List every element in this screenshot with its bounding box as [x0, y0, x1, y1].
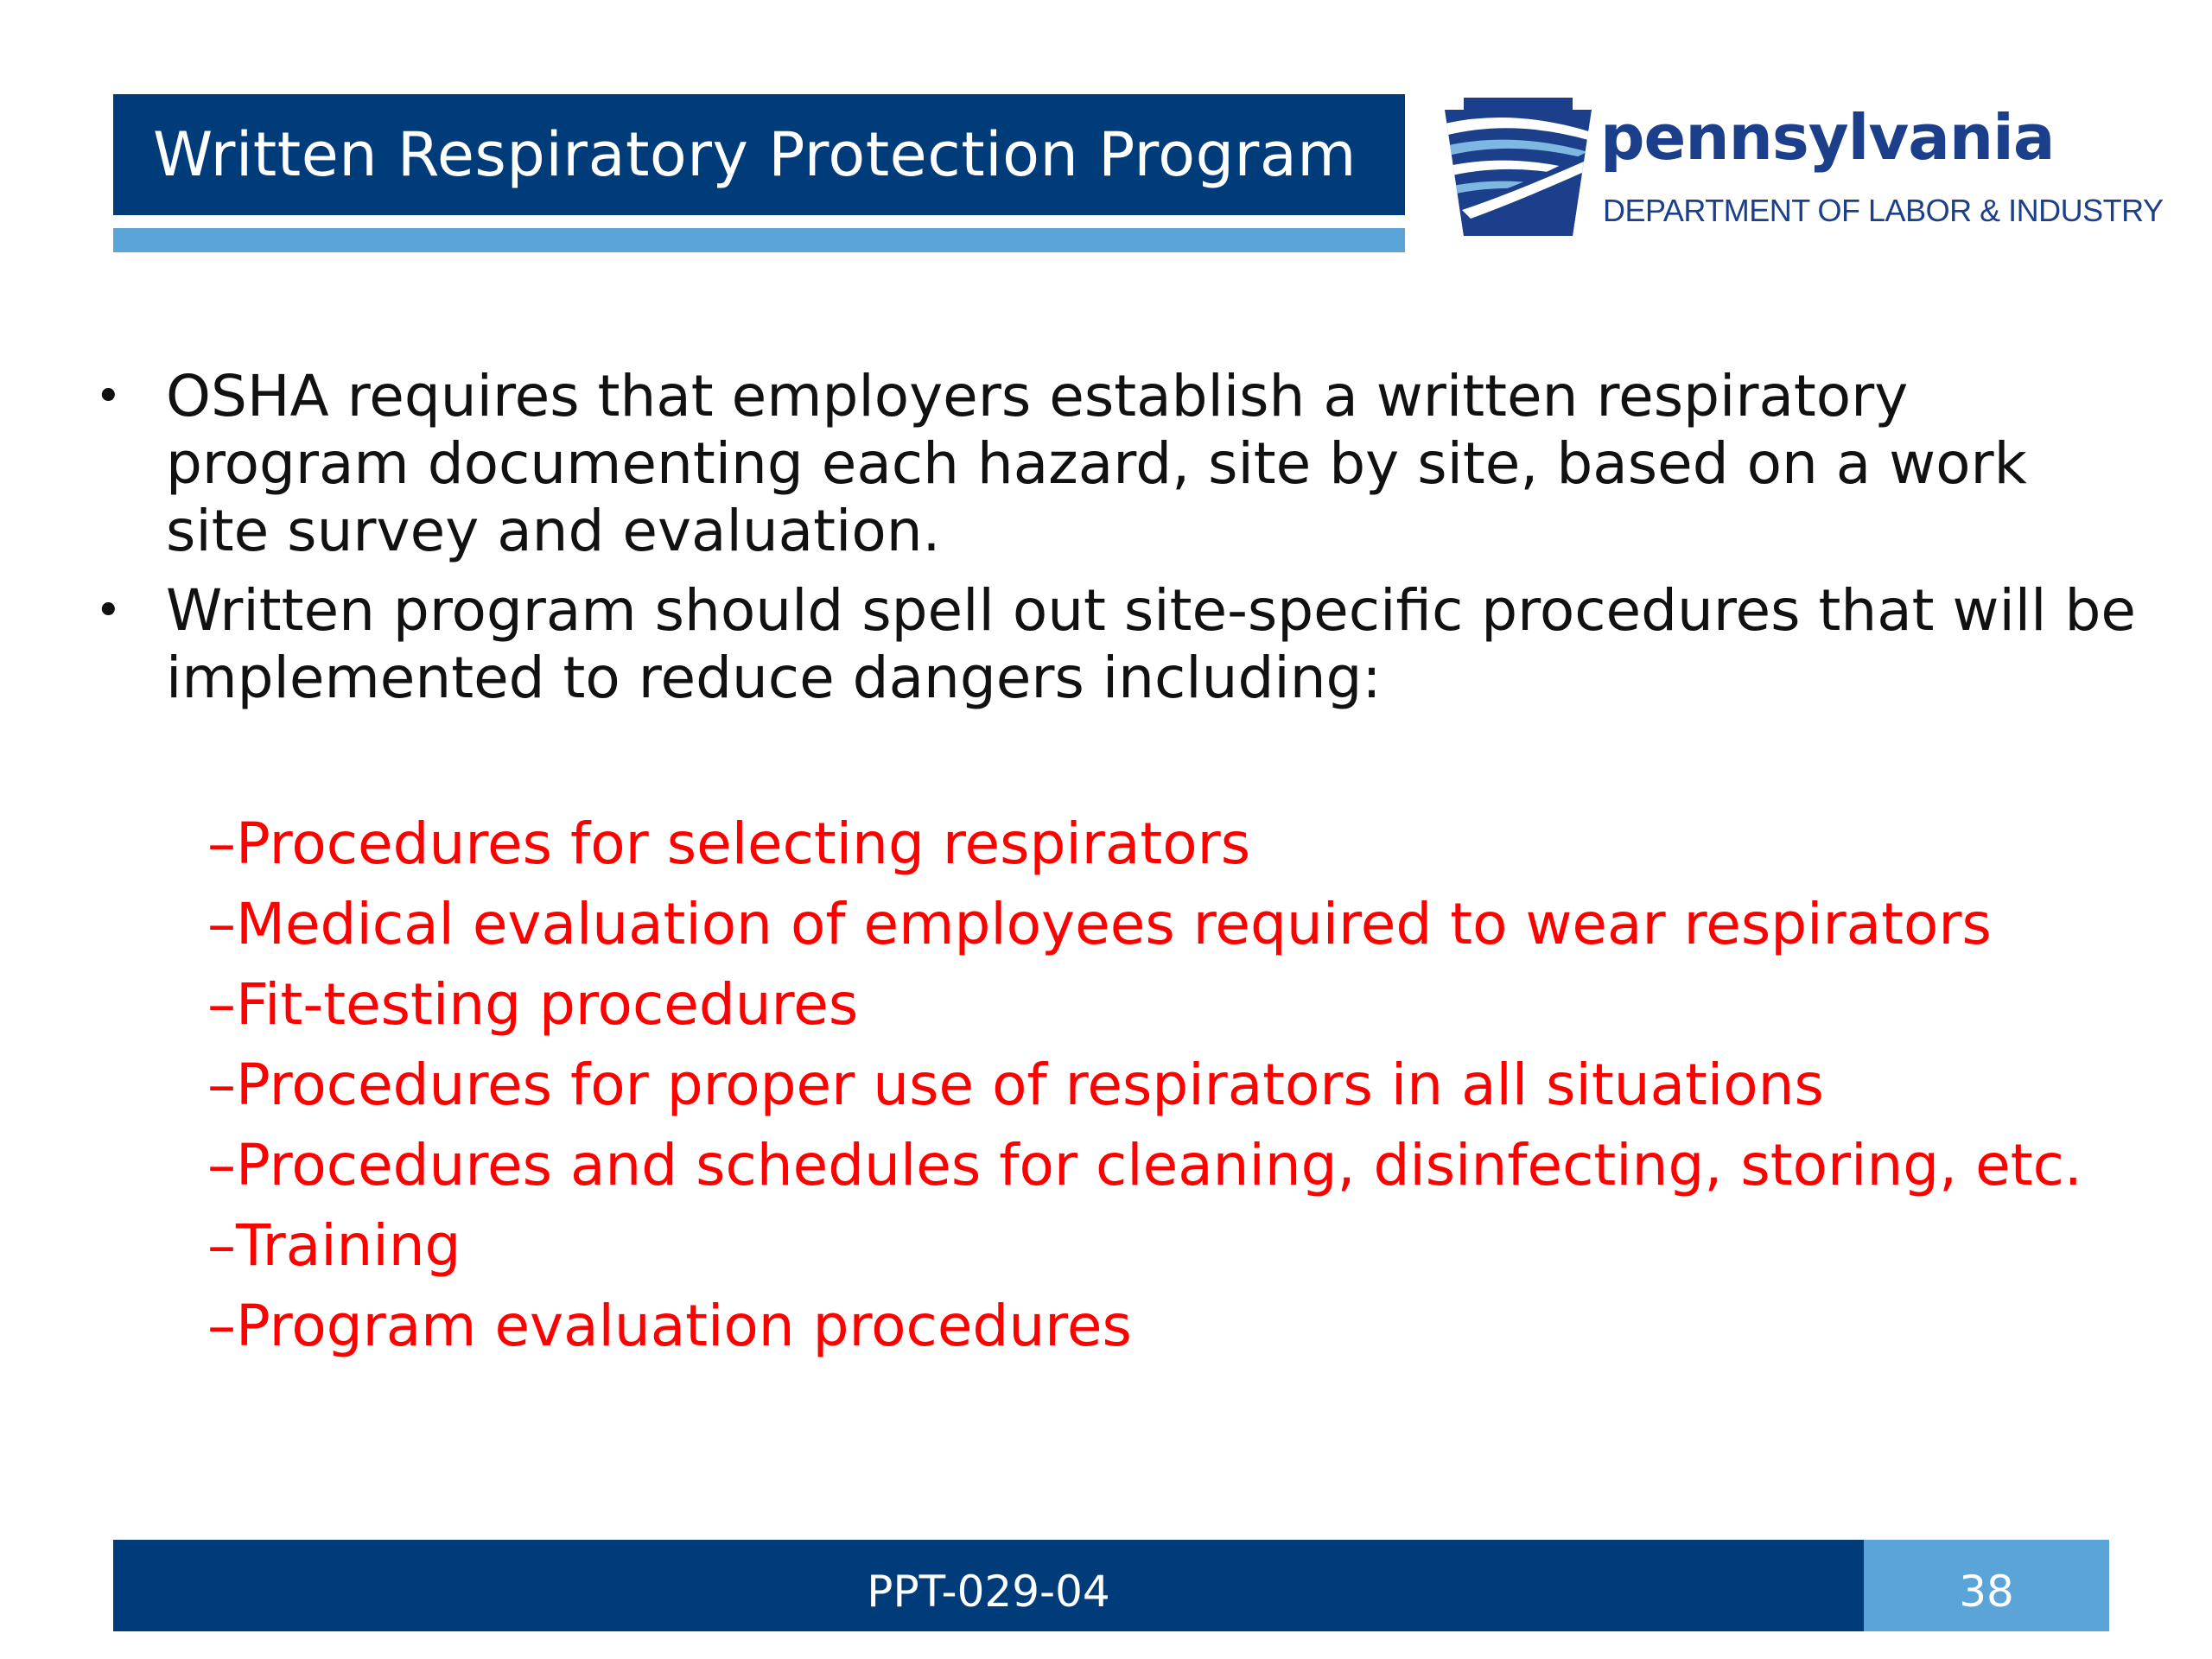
procedure-item: –Procedures for proper use of respirators in all situations [207, 1052, 1824, 1118]
bullet-item [86, 363, 2143, 565]
footer-code: PPT-029-04 [867, 1567, 1110, 1617]
procedure-item: –Training [207, 1212, 461, 1279]
procedure-item: –Medical evaluation of employees required to wear respirators [207, 891, 1992, 957]
procedure-item: –Procedures and schedules for cleaning, disinfecting, storing, etc. [207, 1132, 2082, 1198]
bullet-text: OSHA requires that employers establish a written respiratory program documenting each hazard, site by site, based on a work site survey and evaluation. [166, 363, 2027, 564]
title-bar [113, 94, 1405, 215]
bullet-dot-icon: • [95, 371, 122, 423]
bullet-item [86, 577, 2143, 712]
page-title: Written Respiratory Protection Program [153, 119, 1357, 190]
procedure-item: –Fit-testing procedures [207, 971, 859, 1038]
procedure-item: –Program evaluation procedures [207, 1293, 1132, 1359]
logo-wordmark: pennsylvania [1600, 101, 2055, 174]
footer-bar [113, 1540, 2109, 1631]
procedure-item: –Procedures for selecting respirators [207, 810, 1251, 877]
bullet-text: Written program should spell out site-specific procedures that will be implemented to reduce dangers including: [166, 577, 2136, 711]
pa-labor-industry-logo [1445, 98, 2164, 245]
bullet-dot-icon: • [95, 585, 122, 637]
bullet-list [86, 363, 2143, 724]
procedure-list [207, 804, 2160, 1366]
page-number: 38 [1864, 1540, 2109, 1631]
keystone-icon [1445, 98, 1592, 245]
title-underline [113, 228, 1405, 252]
logo-department: DEPARTMENT OF LABOR & INDUSTRY [1603, 193, 2164, 228]
